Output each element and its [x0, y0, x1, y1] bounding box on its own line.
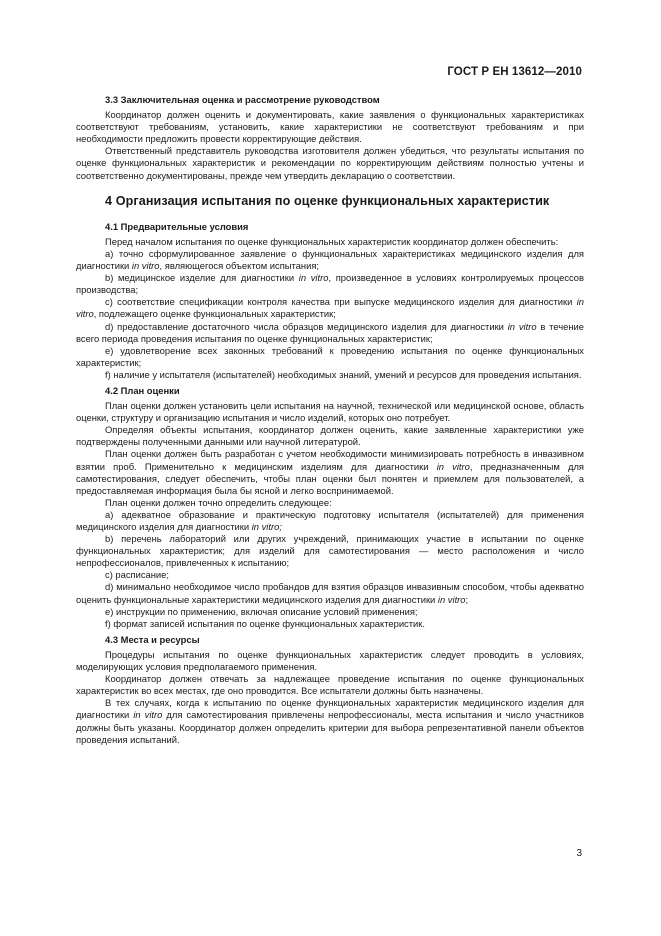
standard-header: ГОСТ Р ЕН 13612—2010: [447, 66, 582, 78]
section-4-3-paragraph-3: В тех случаях, когда к испытанию по оценке функциональных характеристик медицинского изделия для диагностики in vitro для самотестирования привлечены непрофессионалы, места испытания и число участников должны быть указаны. Координатор должен определить критерии для выбора репрезентативной панели объектов проведения испытаний.: [76, 697, 584, 745]
list-item-4-2-f: f) формат записей испытания по оценке функциональных характеристик.: [105, 617, 425, 629]
section-4-1-title: 4.1 Предварительные условия: [105, 220, 249, 232]
section-4-2-paragraph-4: План оценки должен точно определить следующее:: [105, 496, 332, 508]
list-item-4-2-d: d) минимально необходимое число пробандов для взятия образцов инвазивным способом, чтобы адекватно оценить функциональные характеристики медицинского изделия для диагностики in vitro;: [76, 581, 584, 605]
section-3-3-paragraph-2: Ответственный представитель руководства изготовителя должен убедиться, что результаты испытания по оценке функциональных характеристик и рекомендации по корректирующим действиям полностью учтены и соответственно документированы, прежде чем утвердить декларацию о соответствии.: [76, 145, 584, 181]
section-4-3-title: 4.3 Места и ресурсы: [105, 633, 200, 645]
chapter-4-title: 4 Организация испытания по оценке функциональных характеристик: [105, 193, 550, 208]
section-4-3-paragraph-2: Координатор должен отвечать за надлежащее проведение испытания по оценке функциональных характеристик во всех местах, где оно проводится. Все испытатели должны быть назначены.: [76, 673, 584, 697]
list-item-4-2-b: b) перечень лабораторий или других учреждений, принимающих участие в испытании по оценке функциональных характеристик; для изделий для самотестирования — место расположения и число непрофессионалов, привлеченных к испытанию;: [76, 533, 584, 569]
section-4-2-title: 4.2 План оценки: [105, 384, 180, 396]
section-4-1-intro: Перед началом испытания по оценке функциональных характеристик координатор должен обеспечить:: [105, 235, 559, 247]
list-item-4-2-e: e) инструкции по применению, включая описание условий применения;: [105, 605, 418, 617]
list-item-4-2-a: a) адекватное образование и практическую подготовку испытателя (испытателей) для применения медицинского изделия для диагностики in vitro;: [76, 508, 584, 532]
section-4-2-paragraph-2: Определяя объекты испытания, координатор должен оценить, какие заявленные характеристики уже подтверждены полученными данными или научной литературой.: [76, 424, 584, 448]
section-4-2-paragraph-1: План оценки должен установить цели испытания на научной, технической или медицинской основе, область оценки, структуру и организацию испытания и число изделий, которых оно потребует.: [76, 400, 584, 424]
list-item-4-1-b: b) медицинское изделие для диагностики in vitro, произведенное в условиях контролируемых процессов производства;: [76, 272, 584, 296]
list-item-4-1-e: e) удовлетворение всех законных требований к проведению испытания по оценке функциональных характеристик;: [76, 344, 584, 368]
list-item-4-1-d: d) предоставление достаточного числа образцов медицинского изделия для диагностики in vitro в течение всего периода проведения испытания по оценке функциональных характеристик;: [76, 320, 584, 344]
page-number: 3: [576, 848, 582, 859]
section-3-3-paragraph-1: Координатор должен оценить и документировать, какие заявления о функциональных характеристиках соответствуют требованиям, установить, какие характеристики не соответствуют требованиям и при необходимости предложить провести корректирующие действия.: [76, 109, 584, 145]
list-item-4-1-f: f) наличие у испытателя (испытателей) необходимых знаний, умений и ресурсов для проведения испытания.: [105, 368, 582, 380]
document-body: [76, 94, 584, 746]
list-item-4-1-c: c) соответствие спецификации контроля качества при выпуске медицинского изделия для диагностики in vitro, подлежащего оценке функциональных характеристик;: [76, 296, 584, 320]
list-item-4-2-c: c) расписание;: [105, 569, 169, 581]
section-4-2-paragraph-3: План оценки должен быть разработан с учетом необходимости минимизировать потребность в инвазивном взятии проб. Применительно к медицинским изделиям для диагностики in vitro, предназначенным для самотестирования, следует обеспечить, чтобы план оценки был понятен и приемлем для пользователей, а предоставляемая информация была бы ясной и легко воспринимаемой.: [76, 448, 585, 496]
section-3-3-title: 3.3 Заключительная оценка и рассмотрение руководством: [105, 94, 380, 105]
section-4-3-paragraph-1: Процедуры испытания по оценке функциональных характеристик следует проводить в условиях, моделирующих условия предполагаемого применения.: [76, 648, 584, 673]
list-item-4-1-a: a) точно сформулированное заявление о функциональных характеристиках медицинского изделия для диагностики in vitro, являющегося объектом испытания;: [76, 247, 584, 272]
